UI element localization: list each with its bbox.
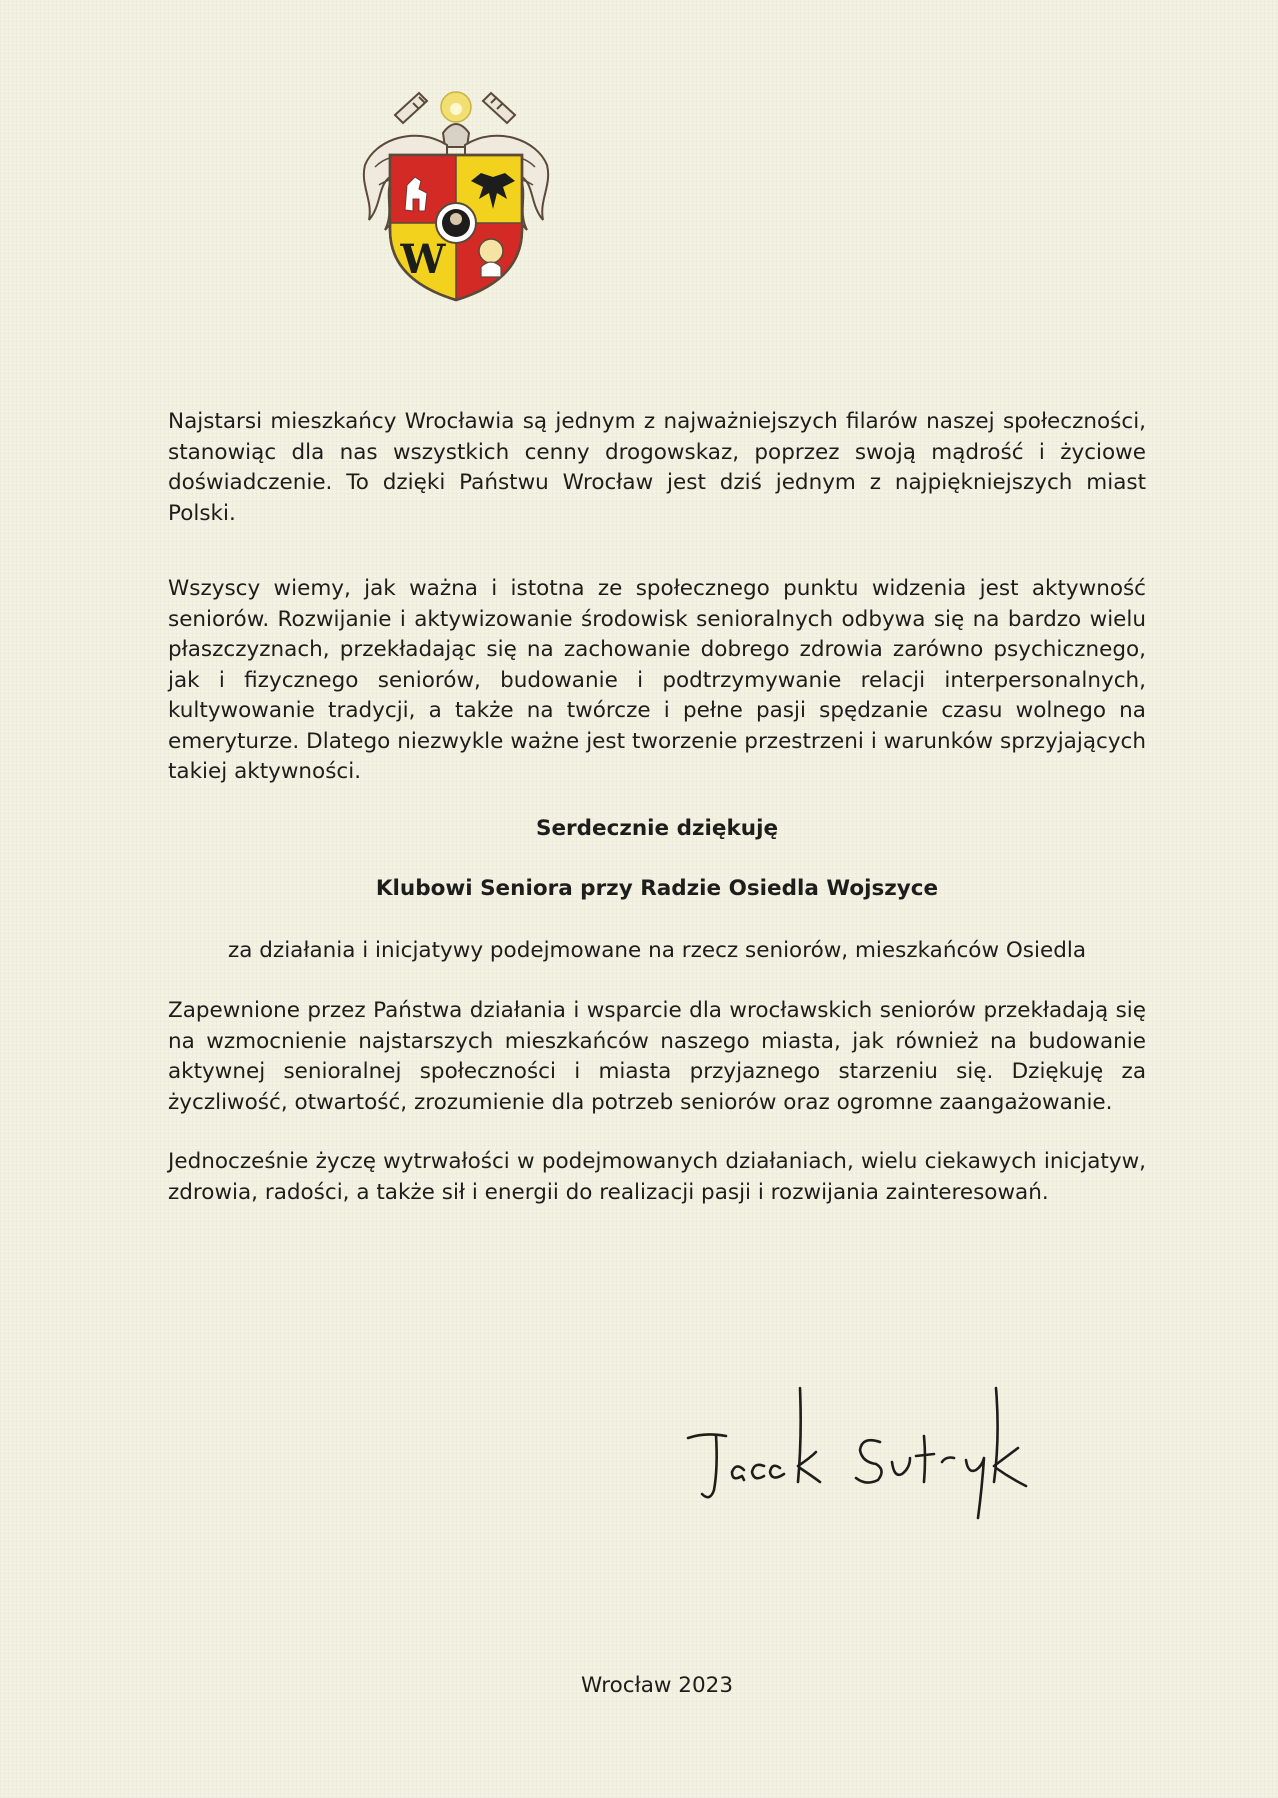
- place-date: Wrocław 2023: [580, 1673, 734, 1698]
- svg-text:W: W: [400, 236, 446, 283]
- recipient-name: Klubowi Seniora przy Radzie Osiedla Wojszyce: [375, 876, 939, 901]
- letter-paragraph-3: Zapewnione przez Państwa działania i wsparcie dla wrocławskich seniorów przekładają się na wzmocnienie najstarszych mieszkańców naszego miasta, jak również na budowanie aktywnej senioralnej społeczności i miasta przyjaznego starzeniu się. Dziękuję za życzliwość, otwartość, zrozumienie dla potrzeb seniorów oraz ogromne zaangażowanie.: [168, 998, 1146, 1115]
- handwritten-signature: [680, 1378, 1035, 1528]
- letter-paragraph-2: Wszyscy wiemy, jak ważna i istotna ze społecznego punktu widzenia jest aktywność seniorów. Rozwijanie i aktywizowanie środowisk senioralnych odbywa się na bardzo wielu płaszczyznach, przekładając się na zachowanie dobrego zdrowia zarówno psychicznego, jak i fizycznego seniorów, budowanie i podtrzymywanie relacji interpersonalnych, kultywowanie tradycji, a także na twórcze i pełne pasji spędzanie czasu wolnego na emeryturze. Dlatego niezwykle ważne jest tworzenie przestrzeni i warunków sprzyjających takiej aktywności.: [168, 576, 1146, 784]
- letter-paragraph-1: Najstarsi mieszkańcy Wrocławia są jednym z najważniejszych filarów naszej społeczności, stanowiąc dla nas wszystkich cenny drogowskaz, poprzez swoją mądrość i życiowe doświadczenie. To dzięki Państwu Wrocław jest dziś jednym z najpiękniejszych miast Polski.: [168, 409, 1146, 526]
- thanks-reason: za działania i inicjatywy podejmowane na rzecz seniorów, mieszkańców Osiedla: [227, 938, 1087, 963]
- wroclaw-coat-of-arms: [355, 85, 565, 305]
- letter-paragraph-4: Jednocześnie życzę wytrwałości w podejmowanych działaniach, wielu ciekawych inicjatyw, zdrowia, radości, a także sił i energii do realizacji pasji i rozwijania zainteresowań.: [168, 1149, 1146, 1205]
- thanks-heading: Serdecznie dziękuję: [535, 816, 779, 841]
